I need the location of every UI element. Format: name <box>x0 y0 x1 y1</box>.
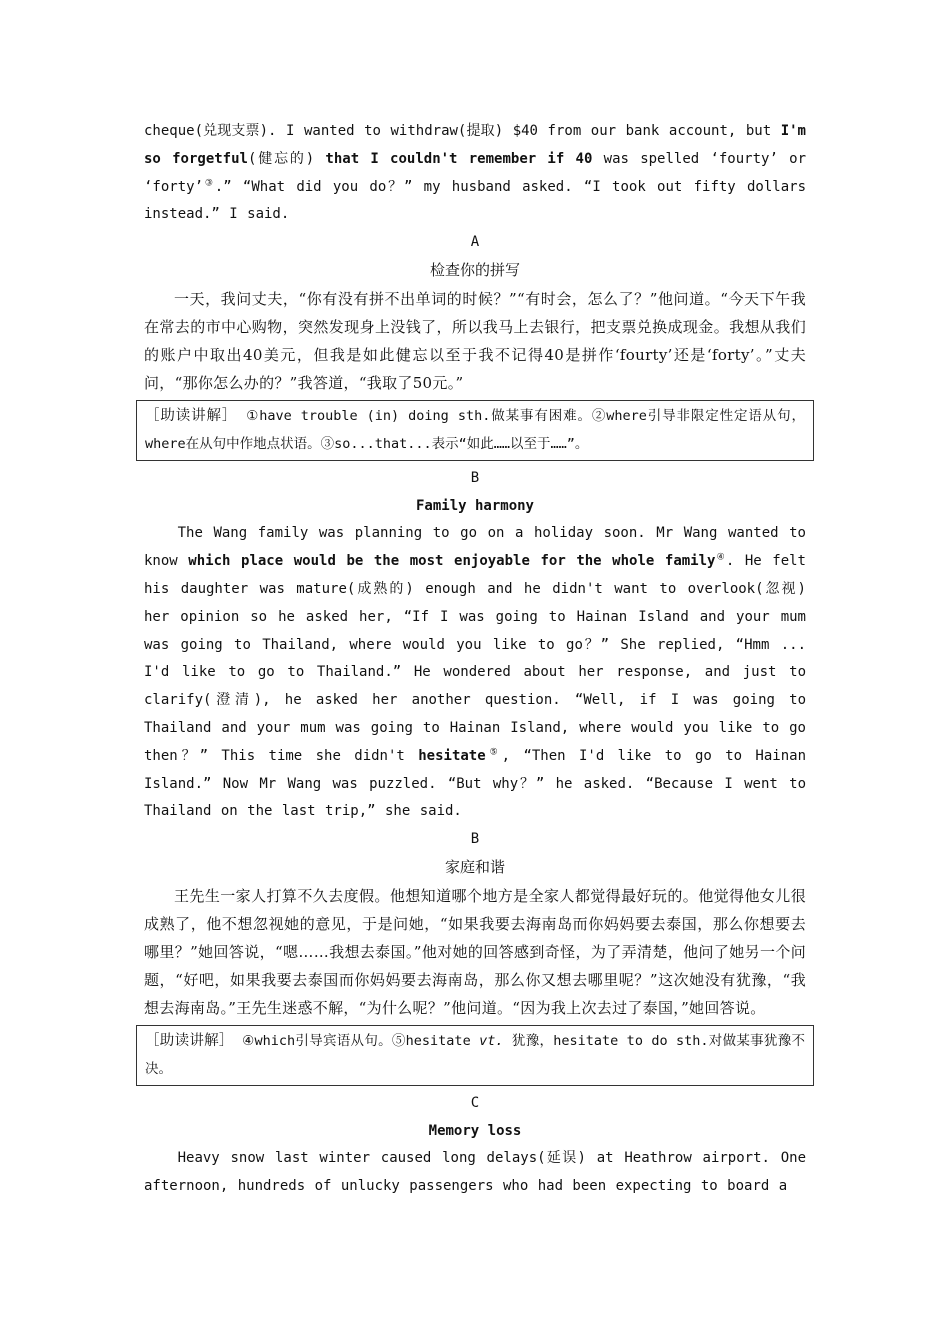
document-page <box>144 118 806 1201</box>
section-a-title: 检查你的拼写 <box>429 260 520 279</box>
section-b-reading-note <box>136 1025 814 1086</box>
section-c-title: Memory loss <box>428 1122 522 1139</box>
section-b-title: Family harmony <box>415 497 534 514</box>
note-label: ［助读讲解］ <box>145 1032 234 1049</box>
intro-paragraph: cheque(兑现支票). I wanted to withdraw(提取) $40 from our bank account, but I'm so forgetful(健忘的) that I couldn't remember if 40 was spelled ‘fourty’ or ‘forty’③.” “What did you do？” my husband asked. “I took out fifty dollars instead.” I said. <box>144 123 807 223</box>
note-label: ［助读讲解］ <box>145 407 238 424</box>
section-b-letter: B <box>470 469 480 486</box>
note-text-b: 犹豫，hesitate to do sth.对做某事犹豫不决。 <box>145 1032 805 1077</box>
section-a-letter: A <box>470 234 480 251</box>
note-pos: vt. <box>479 1032 504 1049</box>
section-b-paragraph: The Wang family was planning to go on a holiday soon. Mr Wang wanted to know which place would be the most enjoyable for the whole family④. He felt his daughter was mature(成熟的) enough and he didn't want to overlook(忽视) her opinion so he asked her, “If I was going to Hainan Island and your mum was going to Thailand, where would you like to go？” She replied, “Hmm ... I'd like to go to Thailand.” He wondered about her response, and just to clarify(澄清), he asked her another question. “Well, if I was going to Thailand and your mum was going to Hainan Island, where would you like to go then？” This time she didn't hesitate⑤, “Then I'd like to go to Hainan Island.” Now Mr Wang was puzzled. “But why？” he asked. “Because I went to Thailand on the last trip,” she said. <box>144 525 807 820</box>
note-text-a: ④which引导宾语从句。⑤hesitate <box>233 1032 480 1049</box>
section-a-translation: 一天，我问丈夫，“你有没有拼不出单词的时候？”“有时会，怎么了？”他问道。“今天下午我在常去的市中心购物，突然发现身上没钱了，所以我马上去银行，把支票兑换成现金。我想从我们的账户中取出40美元，但我是如此健忘以至于我不记得40是拼作‘fourty’还是‘forty’。”丈夫问，“那你怎么办的？”我答道，“我取了50元。” <box>144 289 806 392</box>
section-b-cn-letter: B <box>470 831 480 848</box>
section-b-cn-title: 家庭和谐 <box>444 857 505 876</box>
note-text: ①have trouble (in) doing sth.做某事有困难。②where引导非限定性定语从句，where在从句中作地点状语。③so...that...表示“如此……以至于……”。 <box>145 407 805 452</box>
section-a-reading-note <box>136 400 814 461</box>
section-b-translation: 王先生一家人打算不久去度假。他想知道哪个地方是全家人都觉得最好玩的。他觉得他女儿很成熟了，他不想忽视她的意见，于是问她，“如果我要去海南岛而你妈妈要去泰国，那么你想要去哪里？”她回答说，“嗯……我想去泰国。”他对她的回答感到奇怪，为了弄清楚，他问了她另一个问题，“好吧，如果我要去泰国而你妈妈要去海南岛，那么你又想去哪里呢？”这次她没有犹豫，“我想去海南岛。”王先生迷惑不解，“为什么呢？”他问道。“因为我上次去过了泰国，”她回答说。 <box>144 886 806 1017</box>
section-c-letter: C <box>470 1094 480 1111</box>
section-c-paragraph: Heavy snow last winter caused long delays(延误) at Heathrow airport. One afternoon, hundreds of unlucky passengers who had been expecting to board a <box>144 1150 806 1195</box>
